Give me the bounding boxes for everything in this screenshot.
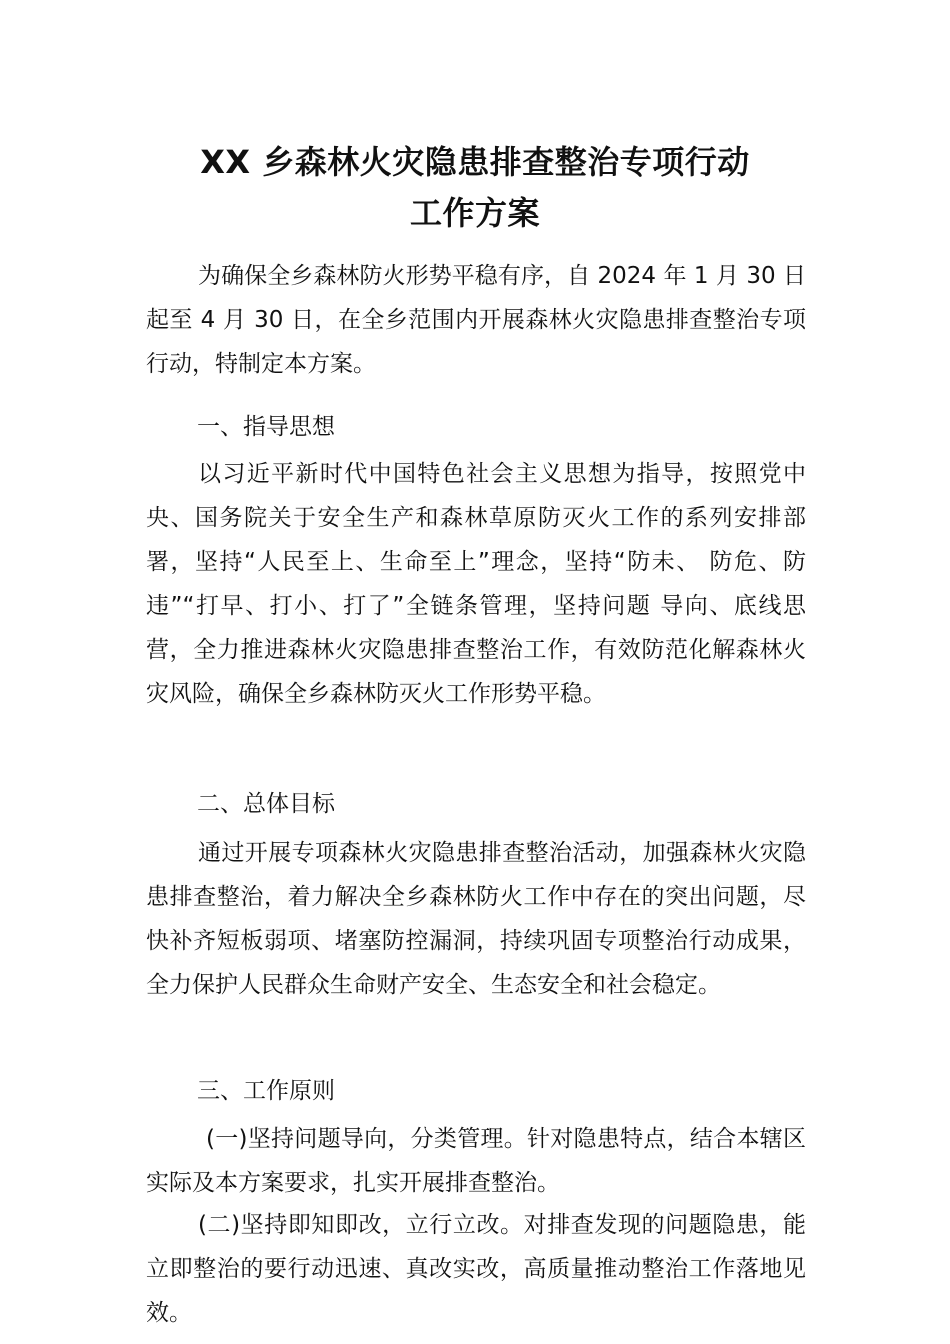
section-body-overall-goal: 通过开展专项森林火灾隐患排查整治活动，加强森林火灾隐患排查整治，着力解决全乡森林防火工作中存在的突出问题，尽快补齐短板弱项、堵塞防控漏洞，持续巩固专项整治行动成果，全力保护人民群众生命财产安全、生态安全和社会稳定。: [146, 840, 806, 998]
section-body-guiding-ideology: 以习近平新时代中国特色社会主义思想为指导，按照党中央、国务院关于安全生产和森林草原防灭火工作的系列安排部署，坚持“人民至上、生命至上”理念，坚持“防未、 防危、防违”“打早、打小、打了”全链条管理，坚持问题 导向、底线思营，全力推进森林火灾隐患排查整治工作，有效防范化解森林火灾风险，确保全乡森林防灭火工作形势平稳。: [146, 461, 806, 707]
intro-paragraph: 为确保全乡森林防火形势平稳有序，自 2024 年 1 月 30 日起至 4 月 30 日，在全乡范围内开展森林火灾隐患排查整治专项行动，特制定本方案。: [146, 263, 806, 377]
section-heading-guiding-ideology: 一、指导思想: [197, 414, 335, 440]
principle-item-2: (二)坚持即知即改，立行立改。对排查发现的问题隐患，能立即整治的要行动迅速、真改实改，高质量推动整治工作落地见效。: [146, 1212, 806, 1326]
document-title-line2: 工作方案: [409, 194, 540, 232]
principle-item-1: (一)坚持问题导向，分类管理。针对隐患特点，结合本辖区实际及本方案要求，扎实开展排查整治。: [146, 1126, 806, 1196]
section-heading-work-principles: 三、工作原则: [197, 1078, 335, 1104]
section-heading-overall-goal: 二、总体目标: [197, 791, 335, 817]
document-title-line1: XX 乡森林火灾隐患排查整治专项行动: [200, 143, 750, 181]
